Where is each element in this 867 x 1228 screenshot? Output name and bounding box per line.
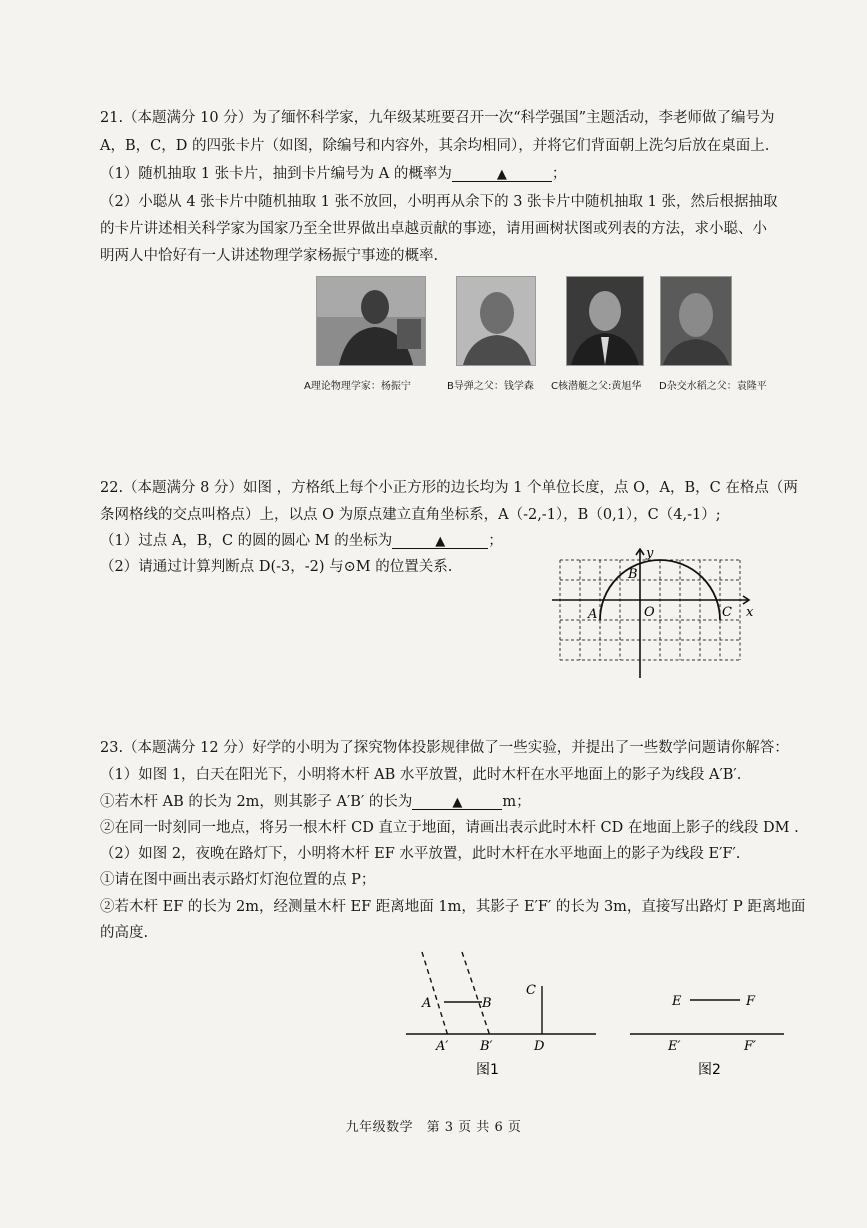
q22-line-2: 条网格线的交点叫格点）上，以点 O 为原点建立直角坐标系，A（-2,-1），B（0,1），C（4,-1）; <box>100 507 721 523</box>
q21-line-5: 的卡片讲述相关科学家为国家乃至全世界做出卓越贡献的事迹，请用画树状图或列表的方法，求小聪、小 <box>100 221 767 237</box>
q22-line-4: （2）请通过计算判断点 D(-3，-2) 与⊙M 的位置关系. <box>100 559 453 575</box>
card-caption-a: A理论物理学家：杨振宁 <box>304 381 411 392</box>
triangle-icon: ▲ <box>452 795 463 810</box>
triangle-icon: ▲ <box>435 534 446 549</box>
q21-line-6: 明两人中恰好有一人讲述物理学家杨振宁事迹的概率. <box>100 248 439 264</box>
q23-line-6: ①请在图中画出表示路灯灯泡位置的点 P； <box>100 872 376 888</box>
fig1-label-b-prime: B′ <box>480 1039 493 1054</box>
q21-line-1: 21.（本题满分 10 分）为了缅怀科学家，九年级某班要召开一次“科学强国”主题活动，李老师做了编号为 <box>100 110 775 126</box>
answer-blank[interactable] <box>412 792 502 810</box>
answer-blank[interactable] <box>392 531 488 549</box>
answer-blank[interactable] <box>452 164 552 182</box>
fig2-label-e-prime: E′ <box>668 1039 681 1054</box>
card-caption-d: D杂交水稻之父：袁隆平 <box>659 381 767 392</box>
q23-line-8: 的高度. <box>100 925 149 941</box>
fig1-label-d: D <box>534 1039 545 1054</box>
q23-line-1: 23.（本题满分 12 分）好学的小明为了探究物体投影规律做了一些实验，并提出了一些数学问题请你解答： <box>100 740 789 756</box>
x-axis-label: x <box>746 605 754 620</box>
fig1-label-a-prime: A′ <box>436 1039 449 1054</box>
scientist-photo-b <box>456 276 536 366</box>
figure-1 <box>398 944 604 1080</box>
q23-line-4: ②在同一时刻同一地点，将另一根木杆 CD 直立于地面，请画出表示此时木杆 CD 在地面上影子的线段 DM . <box>100 820 799 836</box>
scientist-photo-d <box>660 276 732 366</box>
q21-line-2: A，B，C，D 的四张卡片（如图，除编号和内容外，其余均相同），并将它们背面朝上洗匀后放在桌面上. <box>100 138 770 154</box>
scientist-photo-a <box>316 276 426 366</box>
fig2-label-f: F <box>746 994 756 1009</box>
q23-line-2: （1）如图 1，白天在阳光下，小明将木杆 AB 水平放置，此时木杆在水平地面上的影子为线段 A′B′. <box>100 767 742 783</box>
point-b-label: B <box>628 567 638 582</box>
coordinate-grid-figure <box>548 548 758 680</box>
card-caption-c: C核潜艇之父:黄旭华 <box>551 381 642 392</box>
figure-2 <box>624 944 790 1080</box>
fig2-label-e: E <box>672 994 682 1009</box>
fig1-label-a: A <box>422 996 432 1011</box>
page-footer: 九年级数学 第 3 页 共 6 页 <box>345 1120 522 1135</box>
scientist-photo-c <box>566 276 644 366</box>
triangle-icon: ▲ <box>496 167 507 182</box>
q22-line-1: 22.（本题满分 8 分）如图 ，方格纸上每个小正方形的边长均为 1 个单位长度，点 O，A，B，C 在格点（两 <box>100 480 798 496</box>
point-c-label: C <box>722 605 732 620</box>
point-a-label: A <box>588 607 598 622</box>
figure-2-caption: 图2 <box>698 1062 721 1078</box>
q23-line-3: ①若木杆 AB 的长为 2m，则其影子 A′B′ 的长为 ▲ m； <box>100 794 531 810</box>
origin-label: O <box>644 605 655 620</box>
q22-line-3: （1）过点 A，B，C 的圆的圆心 M 的坐标为 ▲ ； <box>100 533 503 549</box>
y-axis-label: y <box>646 548 654 561</box>
fig1-label-b: B <box>482 996 492 1011</box>
q23-line-7: ②若木杆 EF 的长为 2m，经测量木杆 EF 距离地面 1m，其影子 E′F′ 的长为 3m，直接写出路灯 P 距离地面 <box>100 899 806 915</box>
fig2-label-f-prime: F′ <box>744 1039 756 1054</box>
figure-1-caption: 图1 <box>476 1062 499 1078</box>
q21-line-4: （2）小聪从 4 张卡片中随机抽取 1 张不放回，小明再从余下的 3 张卡片中随机抽取 1 张，然后根据抽取 <box>100 194 778 210</box>
card-caption-b: B导弹之父：钱学森 <box>447 381 534 392</box>
q23-line-5: （2）如图 2，夜晚在路灯下，小明将木杆 EF 水平放置，此时木杆在水平地面上的影子为线段 E′F′. <box>100 846 741 862</box>
fig1-label-c: C <box>526 983 536 998</box>
q21-line-3: （1）随机抽取 1 张卡片，抽到卡片编号为 A 的概率为 ▲ ； <box>100 166 567 182</box>
